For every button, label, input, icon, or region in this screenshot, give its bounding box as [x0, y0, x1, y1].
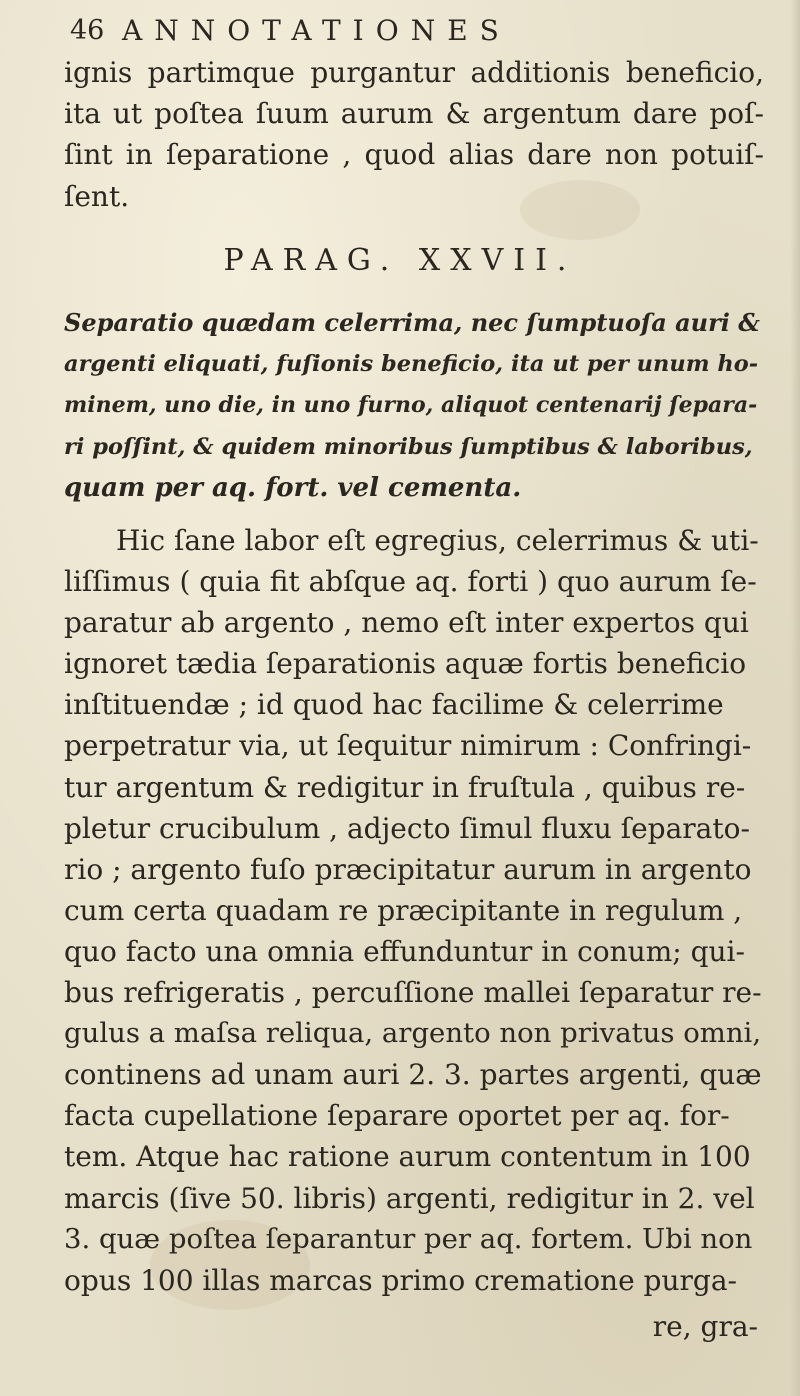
- catchword: re, gra-: [652, 1310, 758, 1343]
- text-line: cum certa quadam re præcipitante in regulum ,: [64, 893, 743, 927]
- paragraph-main: [64, 520, 764, 1301]
- text-line: liſſimus ( quia fit abſque aq. forti ) quo aurum ſe-: [64, 565, 757, 599]
- page-edge-shadow: [790, 0, 800, 1396]
- text-line: facta cupellatione ſeparare oportet per aq. for-: [64, 1099, 730, 1133]
- paragraph-continued: [64, 52, 764, 217]
- text-line: gulus a maſsa reliqua, argento non privatus omni,: [64, 1017, 762, 1050]
- text-line: ſent.: [64, 179, 130, 213]
- text-line: ignoret tædia ſeparationis aquæ fortis beneficio: [64, 647, 747, 681]
- text-line: quo facto una omnia effunduntur in conum; qui-: [64, 934, 745, 968]
- summary-line: argenti eliquati, fuſionis beneficio, ita ut per unum ho-: [64, 350, 759, 377]
- text-line: ſint in ſeparatione , quod alias dare non potuiſ-: [64, 138, 764, 172]
- text-line: paratur ab argento , nemo eſt inter expertos qui: [64, 606, 749, 640]
- text-line: 3. quæ poſtea ſeparantur per aq. fortem. Ubi non: [64, 1222, 753, 1255]
- text-line: ita ut poſtea ſuum aurum & argentum dare poſ-: [64, 97, 764, 131]
- text-line: tur argentum & redigitur in fruſtula , quibus re-: [64, 770, 746, 804]
- summary-line: quam per aq. fort. vel cementa.: [64, 473, 522, 503]
- text-line: opus 100 illas marcas primo crematione purga-: [64, 1263, 737, 1297]
- text-line: rio ; argento fuſo præcipitatur aurum in argento: [64, 852, 752, 886]
- section-summary: [64, 302, 764, 510]
- text-line: inſtituendæ ; id quod hac facilime & celerrime: [64, 688, 724, 722]
- section-heading: PARAG. XXVII.: [223, 243, 577, 278]
- summary-line: Separatio quædam celerrima, nec ſumptuoſa auri &: [64, 308, 760, 337]
- text-line: ignis partimque purgantur additionis beneficio,: [64, 56, 764, 89]
- text-line: pletur crucibulum , adjecto ſimul fluxu ſeparato-: [64, 811, 750, 845]
- summary-line: ri poſſint, & quidem minoribus ſumptibus & laboribus,: [64, 433, 753, 460]
- text-line: Hic ſane labor eſt egregius, celerrimus & uti-: [116, 524, 759, 557]
- page-header: [70, 10, 710, 50]
- running-head: ANNOTATIONES: [122, 13, 511, 47]
- summary-line: minem, uno die, in uno furno, aliquot centenarij ſepara-: [64, 392, 758, 418]
- text-line: bus refrigeratis , percuſſione mallei ſeparatur re-: [64, 976, 762, 1010]
- text-line: marcis (ſive 50. libris) argenti, redigitur in 2. vel: [64, 1181, 755, 1215]
- page-number: 46: [70, 14, 105, 46]
- text-line: continens ad unam auri 2. 3. partes argenti, quæ: [64, 1058, 762, 1092]
- text-line: tem. Atque hac ratione aurum contentum in 100: [64, 1140, 751, 1174]
- text-line: perpetratur via, ut ſequitur nimirum : Confringi-: [64, 729, 752, 763]
